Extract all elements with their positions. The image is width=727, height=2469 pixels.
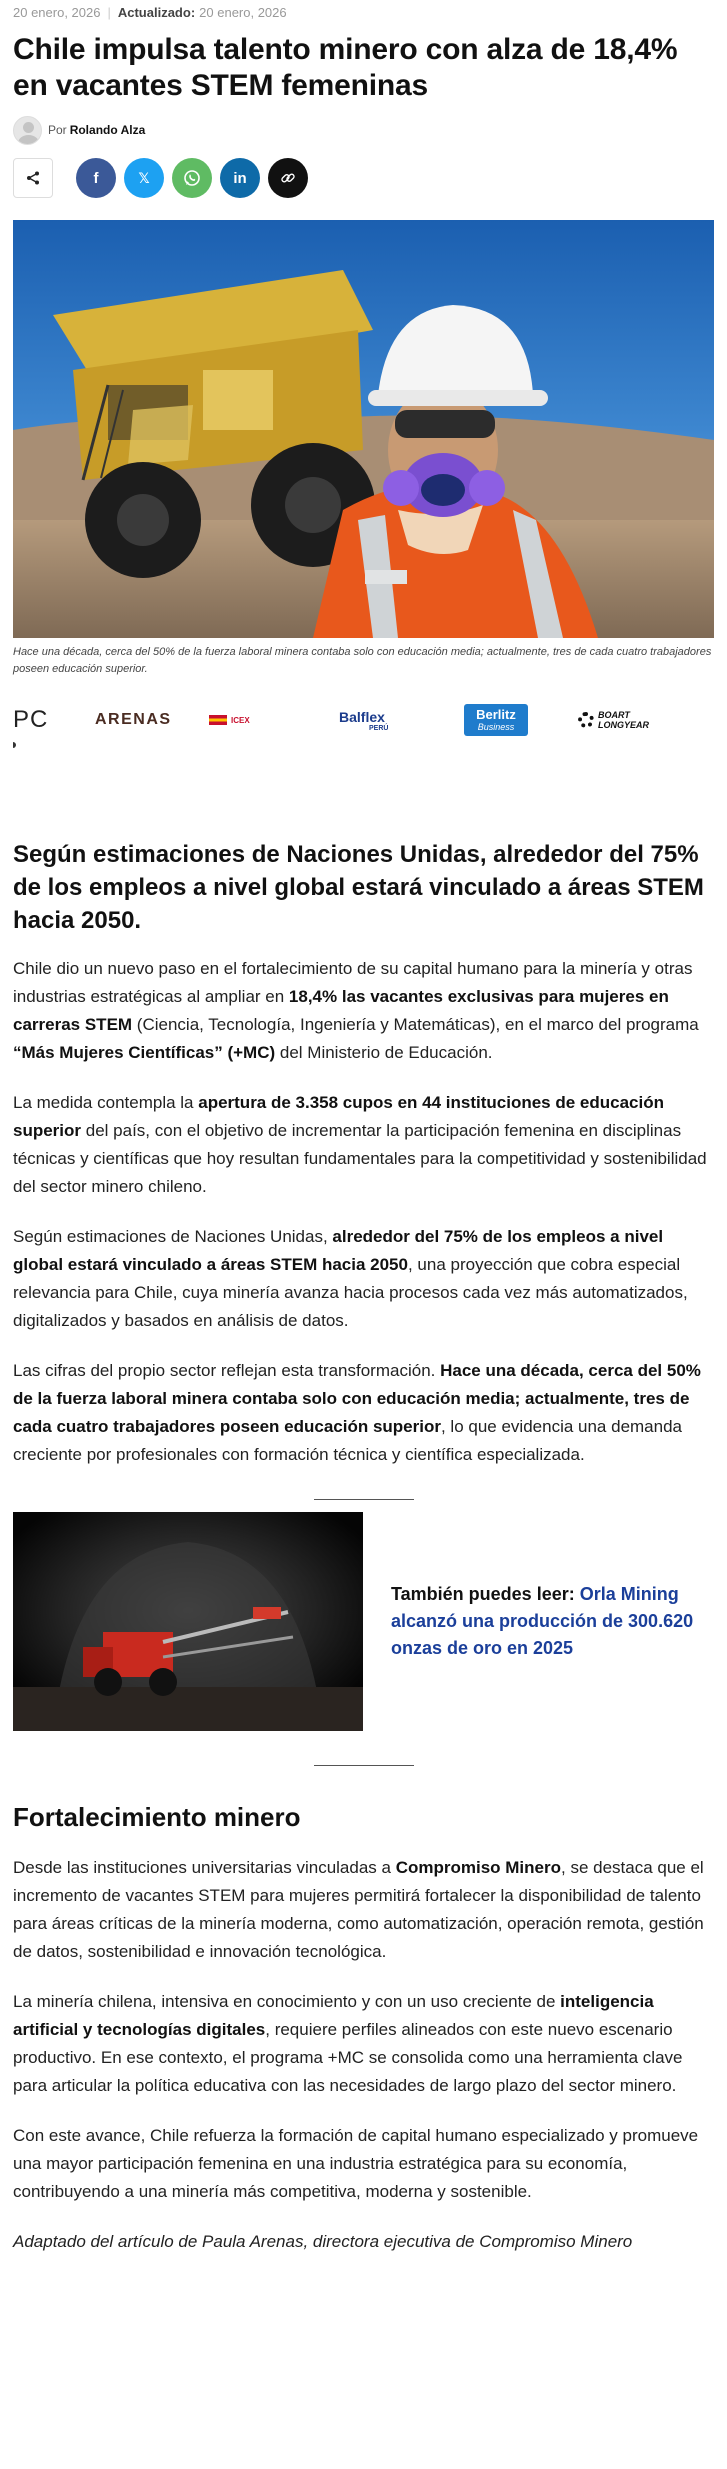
linkedin-icon: in <box>233 169 247 187</box>
text: , requiere perfiles alineados con este nuevo escenario productivo. En ese contexto, el programa +MC se consolida como una herramienta clave para articular la política educativa con las necesidades de largo plazo del sector minero. <box>13 2020 683 2095</box>
facebook-share-button[interactable] <box>76 158 116 198</box>
sponsor-berlitz-text: Berlitz <box>476 706 516 722</box>
related-article[interactable] <box>13 1512 714 1731</box>
sponsor-carousel[interactable] <box>13 690 714 750</box>
copy-link-button[interactable] <box>268 158 308 198</box>
article-title: Chile impulsa talento minero con alza de 18,4% en vacantes STEM femeninas <box>13 33 678 102</box>
text: del Ministerio de Educación. <box>275 1043 493 1062</box>
share-bar <box>13 156 714 200</box>
paragraph-6 <box>13 1988 714 2100</box>
article-meta <box>13 0 714 24</box>
article-lead: Según estimaciones de Naciones Unidas, alrededor del 75% de los empleos a nivel global estará vinculado a áreas STEM hacia 2050. <box>13 841 704 934</box>
highlight: Hace una década, cerca del 50% de la fuerza laboral minera contaba solo con educación media; actualmente, tres de cada cuatro trabajadores poseen educación superior <box>13 1361 701 1436</box>
updated-label: Actualizado: <box>117 4 196 20</box>
underground-drill-photo <box>13 1512 363 1731</box>
link-icon <box>280 170 296 186</box>
text: , se destaca que el incremento de vacantes STEM para mujeres permitirá fortalecer la disponibilidad de talento para áreas críticas de la minería moderna, como automatización, operación remota, gestión de datos, sostenibilidad e innovación tecnológica. <box>13 1858 704 1961</box>
text: , una proyección que cobra especial relevancia para Chile, cuya minería avanza hacia procesos cada vez más automatizados, digitalizados y basados en análisis de datos. <box>13 1255 688 1330</box>
share-icon <box>26 171 40 185</box>
related-label: También puedes leer: <box>391 1584 575 1604</box>
paragraph-4 <box>13 1357 714 1469</box>
related-divider-bottom <box>314 1765 414 1766</box>
sponsor-logo-berlitz[interactable] <box>464 704 528 736</box>
sponsor-icex-text: ICEX <box>231 715 250 725</box>
paragraph-5 <box>13 1854 714 1966</box>
highlight: Compromiso Minero <box>395 1858 561 1877</box>
paragraph-7: Con este avance, Chile refuerza la formación de capital humano especializado y promueve una mayor participación femenina en una industria estratégica para su economía, contribuyendo a una minería más competitiva, moderna y sostenible. <box>13 2126 699 2201</box>
paragraph-2 <box>13 1089 714 1201</box>
sponsor-logo-pc[interactable] <box>13 706 48 734</box>
text: Chile dio un nuevo paso en el fortalecimiento de su capital humano para la minería y otras industrias estratégicas al ampliar en <box>13 959 693 1006</box>
facebook-icon: f <box>93 169 99 187</box>
highlight: alrededor del 75% de los empleos a nivel global estará vinculado a áreas STEM hacia 2050 <box>13 1227 664 1274</box>
text: Las cifras del propio sector reflejan esta transformación. <box>13 1361 441 1380</box>
share-button[interactable] <box>13 158 53 198</box>
sponsor-logo-icex[interactable] <box>209 715 250 725</box>
sponsor-berlitz-sub: Business <box>477 721 515 732</box>
related-article-text <box>391 1581 701 1662</box>
whatsapp-share-button[interactable] <box>172 158 212 198</box>
text: La minería chilena, intensiva en conocimiento y con un uso creciente de <box>13 1992 561 2011</box>
author-avatar[interactable] <box>13 116 42 145</box>
text: La medida contempla la <box>13 1093 199 1112</box>
sponsor-longyear-text: LONGYEAR <box>598 720 650 730</box>
text: Según estimaciones de Naciones Unidas, <box>13 1227 333 1246</box>
sponsor-arenas-text: ARENAS <box>95 711 172 728</box>
highlight: “Más Mujeres Científicas” (+MC) <box>13 1043 276 1062</box>
sponsor-balflex-sub: PERÚ <box>369 724 389 732</box>
related-article-image[interactable] <box>13 1512 363 1731</box>
paragraph-3 <box>13 1223 714 1335</box>
meta-separator: | <box>107 4 111 20</box>
x-icon: 𝕏 <box>138 169 150 186</box>
hero-image <box>13 220 714 638</box>
sponsor-logo-arenas[interactable] <box>95 711 172 729</box>
article-signature: Adaptado del artículo de Paula Arenas, directora ejecutiva de Compromiso Minero <box>13 2232 633 2251</box>
related-divider-top <box>314 1499 414 1500</box>
highlight: inteligencia artificial y tecnologías digitales <box>13 1992 654 2039</box>
carousel-dot[interactable] <box>13 742 16 748</box>
sponsor-balflex-text: Balflex <box>339 708 385 725</box>
sponsor-boart-text: BOART <box>598 710 630 720</box>
text: del país, con el objetivo de incrementar la participación femenina en disciplinas técnicas y científicas que hoy resultan fundamentales para la competitividad y sostenibilidad del sector minero chileno. <box>13 1121 707 1196</box>
linkedin-share-button[interactable] <box>220 158 260 198</box>
mining-worker-photo <box>13 220 714 638</box>
section-title: Fortalecimiento minero <box>13 1802 301 1832</box>
sponsor-logo-boart-longyear[interactable] <box>578 710 649 730</box>
highlight: apertura de 3.358 cupos en 44 instituciones de educación superior <box>13 1093 664 1140</box>
sponsor-pc-text: PC <box>13 706 49 733</box>
byline <box>13 114 714 146</box>
byline-prefix: Por <box>48 123 67 137</box>
gear-icon <box>578 712 594 728</box>
paragraph-1 <box>13 955 714 1067</box>
text: (Ciencia, Tecnología, Ingeniería y Matemáticas), en el marco del programa <box>132 1015 699 1034</box>
related-article-link[interactable]: Orla Mining alcanzó una producción de 300.620 onzas de oro en 2025 <box>391 1584 694 1658</box>
highlight: 18,4% las vacantes exclusivas para mujeres en carreras STEM <box>13 987 669 1034</box>
text: , lo que evidencia una demanda creciente por profesionales con formación técnica y científica especializada. <box>13 1417 682 1464</box>
spain-flag-icon <box>209 715 227 725</box>
hero-caption: Hace una década, cerca del 50% de la fuerza laboral minera contaba solo con educación media; actualmente, tres de cada cuatro trabajadores poseen educación superior. <box>13 646 712 675</box>
text: Desde las instituciones universitarias vinculadas a <box>13 1858 396 1877</box>
publish-date: 20 enero, 2026 <box>13 4 101 20</box>
whatsapp-icon <box>183 169 201 187</box>
updated-date: 20 enero, 2026 <box>199 4 287 20</box>
sponsor-logo-balflex[interactable] <box>339 709 388 732</box>
x-share-button[interactable] <box>124 158 164 198</box>
author-name[interactable]: Rolando Alza <box>69 123 146 137</box>
